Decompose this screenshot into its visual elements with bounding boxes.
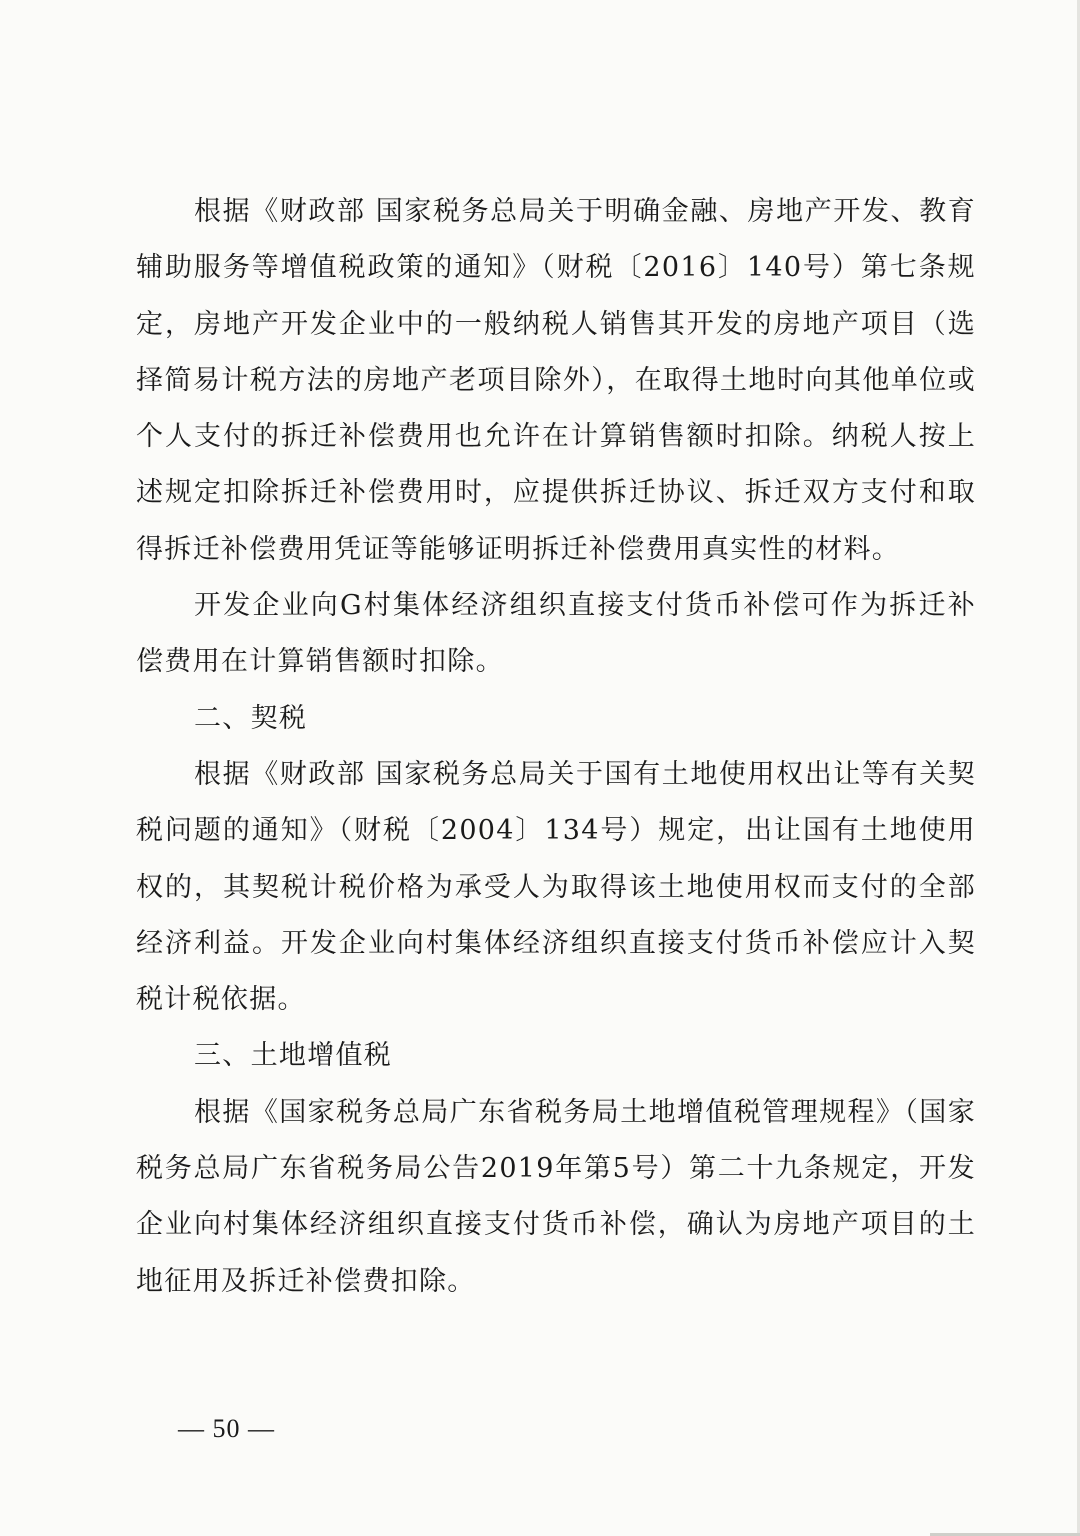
heading-deed-tax: 二、契税 [194, 702, 308, 734]
paragraph-land-vat: 根据《国家税务总局广东省税务局土地增值税管理规程》（国家税务总局广东省税务局公告2019年第5号）第二十九条规定，开发企业向村集体经济组织直接支付货币补偿，确认为房地产项目的土地征用及拆迁补偿费扣除。 [136, 1096, 976, 1297]
paragraph-deed-tax: 根据《财政部 国家税务总局关于国有土地使用权出让等有关契税问题的通知》（财税〔2004〕134号）规定，出让国有土地使用权的，其契税计税价格为承受人为取得该土地使用权而支付的全部经济利益。开发企业向村集体经济组织直接支付货币补偿应计入契税计税依据。 [136, 758, 976, 1016]
paragraph-vat-policy: 根据《财政部 国家税务总局关于明确金融、房地产开发、教育辅助服务等增值税政策的通知》（财税〔2016〕140号）第七条规定，房地产开发企业中的一般纳税人销售其开发的房地产项目（选择简易计税方法的房地产老项目除外），在取得土地时向其他单位或个人支付的拆迁补偿费用也允许在计算销售额时扣除。纳税人按上述规定扣除拆迁补偿费用时，应提供拆迁协议、拆迁双方支付和取得拆迁补偿费用凭证等能够证明拆迁补偿费用真实性的材料。 [136, 196, 976, 565]
heading-land-vat: 三、土地增值税 [194, 1040, 393, 1072]
paragraph-vat-conclusion: 开发企业向G村集体经济组织直接支付货币补偿可作为拆迁补偿费用在计算销售额时扣除。 [136, 590, 976, 678]
page-number: — 50 — [178, 1414, 275, 1443]
document-body [136, 184, 976, 1310]
